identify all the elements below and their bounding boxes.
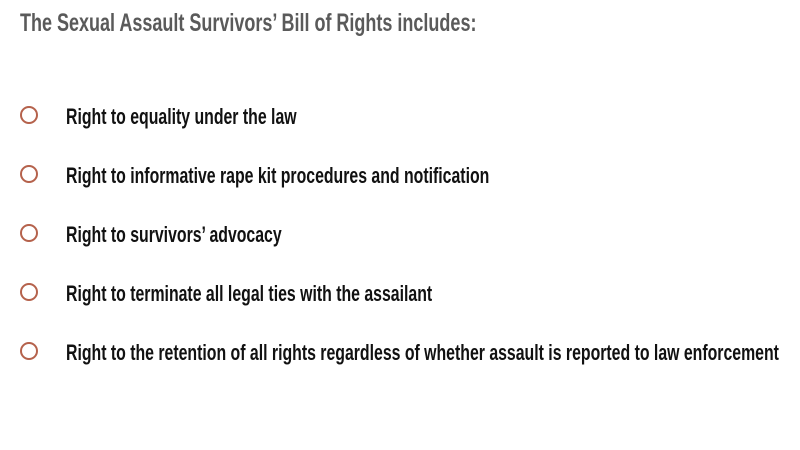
list-item: [0, 162, 800, 192]
slide-title: The Sexual Assault Survivors’ Bill of Rights includes:: [20, 9, 477, 37]
list-item: [0, 221, 800, 251]
circle-bullet-icon: [20, 283, 38, 301]
list-item: [0, 280, 800, 310]
list-item-text: Right to the retention of all rights regardless of whether assault is reported to law enforcement: [66, 340, 779, 365]
list-item-text: Right to terminate all legal ties with the assailant: [66, 281, 433, 306]
circle-bullet-icon: [20, 106, 38, 124]
list-item-text: Right to informative rape kit procedures and notification: [66, 163, 490, 188]
circle-bullet-icon: [20, 224, 38, 242]
list-item-text: Right to survivors’ advocacy: [66, 222, 282, 247]
list-item: [0, 103, 800, 133]
circle-bullet-icon: [20, 165, 38, 183]
circle-bullet-icon: [20, 342, 38, 360]
list-item-text: Right to equality under the law: [66, 104, 297, 129]
list-item: [0, 339, 800, 369]
